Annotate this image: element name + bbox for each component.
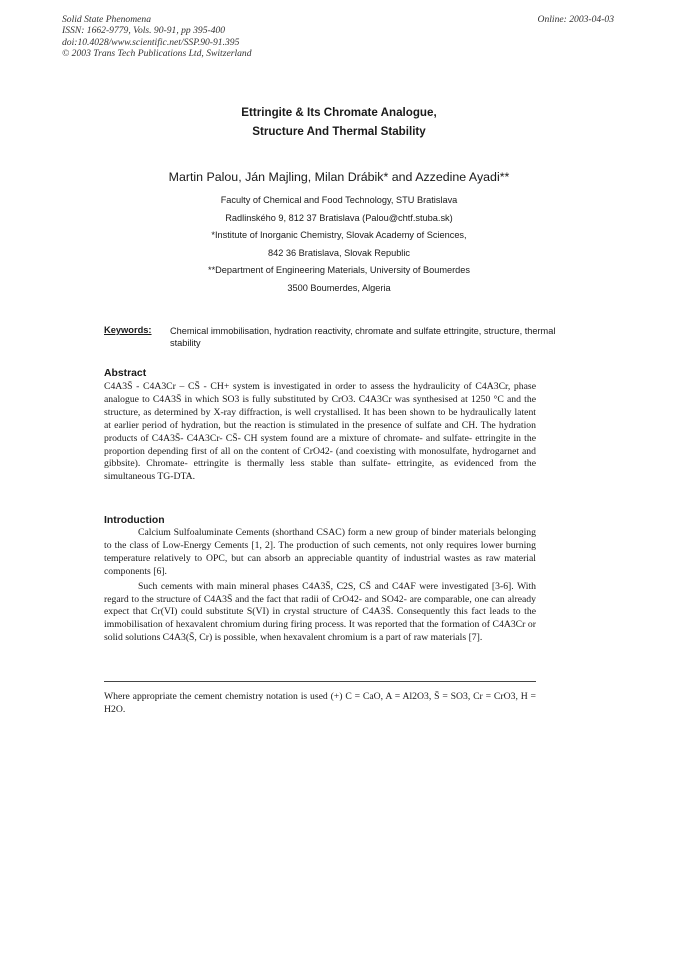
abstract-body bbox=[104, 381, 536, 484]
doi-line[interactable]: doi:10.4028/www.scientific.net/SSP.90-91.395 bbox=[62, 36, 240, 48]
affiliation-line: Faculty of Chemical and Food Technology, STU Bratislava bbox=[220, 195, 458, 205]
keywords-text: Chemical immobilisation, hydration reactivity, chromate and sulfate ettringite, structure, thermal stability bbox=[170, 326, 556, 348]
issn-line: ISSN: 1662-9779, Vols. 90-91, pp 395-400 bbox=[62, 25, 226, 37]
affiliation-line: **Department of Engineering Materials, University of Boumerdes bbox=[208, 265, 470, 276]
affiliation-line: 842 36 Bratislava, Slovak Republic bbox=[268, 247, 410, 258]
journal-name: Solid State Phenomena bbox=[62, 14, 151, 25]
affiliation-line: 3500 Boumerdes, Algeria bbox=[287, 282, 391, 293]
introduction-heading: Introduction bbox=[104, 515, 165, 526]
title-line-2: Structure And Thermal Stability bbox=[252, 125, 426, 138]
intro-paragraph-2: Such cements with main mineral phases C4A3S̄, C2S, CS̄ and C4AF were investigated [3-6]. With regard to the structure of C4A3S̄ and the fact that radii of CrO42- and SO42- are comparable, one can already expect that Cr(VI) could substitute S(VI) in crystal structure of C4A3S̄. Consequently this fact leads to the immobilisation of hexavalent chromium during firing process. It was reported that the formation of C4A3Cr or solid solutions C4A3(S̄, Cr) is possible, when hexavalent chromium is a part of raw materials [7]. bbox=[104, 580, 536, 644]
author-list: Martin Palou, Ján Majling, Milan Drábik* and Azzedine Ayadi** bbox=[168, 170, 510, 184]
footnote-divider bbox=[104, 681, 536, 682]
abstract-paragraph: C4A3S̄ - C4A3Cr – CS̄ - CH+ system is investigated in order to assess the hydraulicity of C4A3Cr, phase analogue to C4A3S̄ in which SO3 is fully substituted by CrO3. C4A3Cr was synthesised at 1250 °C and the structure, as determined by X-ray diffraction, is well crystallised. It has been shown to be hydraulically latent at earlier period of hydration, but the reaction is stimulated in the presence of sulfate and CH. The hydration products of C4A3S̄- C4A3Cr- CS̄- CH system found are a mixture of chromate- and sulfate- ettringite in the proportion depending first of all on the content of CrO42- (and coexisting with monosulfate, hydrogarnet and gibbsite). Chromate- ettringite is thermally less stable than sulfate- ettringite, as evidenced from the simultaneous TG-DTA. bbox=[104, 381, 536, 483]
online-date: Online: 2003-04-03 bbox=[537, 14, 614, 25]
abstract-heading: Abstract bbox=[104, 368, 147, 379]
affiliations bbox=[0, 192, 678, 298]
introduction-body bbox=[104, 527, 536, 645]
journal-header bbox=[62, 14, 252, 60]
copyright-line: © 2003 Trans Tech Publications Ltd, Switzerland bbox=[62, 48, 252, 60]
paper-title bbox=[0, 103, 678, 141]
affiliation-line: *Institute of Inorganic Chemistry, Slovak Academy of Sciences, bbox=[211, 230, 467, 241]
affiliation-line: Radlinského 9, 812 37 Bratislava (Palou@chtf.stuba.sk) bbox=[225, 212, 453, 223]
footnote: Where appropriate the cement chemistry notation is used (+) C = CaO, A = Al2O3, S̄ = SO3, Cr = CrO3, H = H2O. bbox=[104, 691, 536, 716]
keywords-label: Keywords: bbox=[104, 325, 152, 335]
title-line-1: Ettringite & Its Chromate Analogue, bbox=[241, 106, 437, 119]
intro-paragraph-1: Calcium Sulfoaluminate Cements (shorthand CSAC) form a new group of binder materials belonging to the class of Low-Energy Cements [1, 2]. The production of such cements, not only requires lower burning temperature relatively to OPC, but can absorb an appreciable quantity of industrial wastes as raw material components [6]. bbox=[104, 527, 536, 577]
